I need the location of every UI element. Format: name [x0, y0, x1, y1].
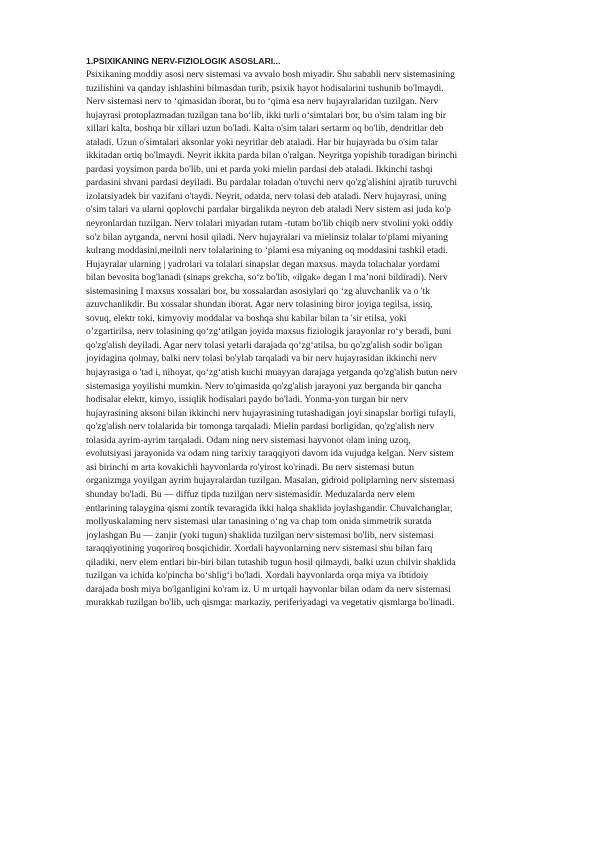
text-line: mollyuskalaming nerv sistemasi ular tanasining o‘ng va chap tom onida simmetrik suratda [86, 516, 432, 528]
text-line: sistemasining I maxsus xossalari bor, bu xossalardan asosiylari qo ‘zg aluvchanlik va o 'tk [86, 285, 430, 297]
text-line: sovuq, elektr toki, kimyoviy moddalar va boshqa shu kabilar bilan ta 'sir etilsa, yoki [86, 312, 407, 324]
text-line: joyidagina qolmay, balki nerv tolasi bo'ylab tarqaladi va bir nerv hujayrasidan ikkinchi nerv [86, 353, 437, 365]
text-line: entlarining talaygina qismi zontik tevaragida ikki halqa shaklida joylashgandir. Chuvalchanglar, [86, 502, 453, 514]
text-line: azuvchanlikdir. Bu xossalar shundan iborat. Agar nerv tolasining biror joyiga tegilsa, issiq, [86, 299, 433, 311]
text-line: hodisalar elektr, kimyo, issiqlik hodisalari paydo bo'ladi. Yonma-yon turgan bir nerv [86, 394, 408, 406]
text-line: qo'zg'alish nerv tolalarida bir tomonga tarqaladi. Mielin pardasi borligidan, qo'zg'alish nerv [86, 421, 435, 433]
text-line: Psixikaning moddiy asosi nerv sistemasi va avvalo bosh miyadir. Shu sababli nerv sistemasining [86, 69, 455, 80]
text-line: qo'zg'alish deyiladi. Agar nerv tolasi yetarli darajada qo‘zg‘atilsa, bu qo'zg'alish sodir bo'igan [86, 339, 443, 351]
text-line: qiladiki, nerv elem entlari bir-biri bilan tutashib tugun hosil qilmaydi, balki uzun chilvir shaklida [86, 556, 456, 568]
text-line: o’zgartirilsa, nerv tolasining qo‘zg‘atilgan joyida maxsus fiziologik jarayonlar ro‘y beradi, buni [86, 326, 452, 338]
text-line: Nerv sistemasi nerv to ‘qimasidan iborat, bu to ‘qima esa nerv hujayralaridan tuzilgan. Nerv [86, 96, 439, 108]
text-line: Hujayralar ularning | yadrolari va tolalari sinapslar degan maxsus. mayda tolachalar yordami [86, 258, 440, 270]
text-line: so'z bilan aytganda, nervni hosil qiladi. Nerv hujayralari va mielinsiz tolalar to'plami miyaning [86, 231, 448, 243]
text-line: o'sim talari va ularni qoplovchi pardalar birgalikda neyron deb ataladi Nerv sistem asi juda ko'p [86, 204, 451, 216]
text-line: taraqqiyotining yuqoriroq bosqichidir. Xordali hayvonlarning nerv sistemasi shu bilan farq [86, 543, 433, 555]
text-line: tuzilgan va ichida ko'pincha bo‘shlig‘i bo'ladi. Xordali hayvonlarda orqa miya va ibtidoiy [86, 570, 429, 582]
text-line: hujayrasining aksoni bilan ikkinchi nerv hujayrasining tutashadigan joyi sinapslar borligi tufayli, [86, 407, 456, 419]
text-line: asi birinchi m arta kovakichli hayvonlarda ro'yirost ko'rinadi. Bu nerv sistemasi butun [86, 461, 414, 473]
text-line: shunday bo'ladi. Bu — diffuz tipda tuzilgan nerv sistemasidir. Meduzalarda nerv elem [86, 488, 415, 500]
text-line: evolutsiyasi jarayonida va odam ning tarixiy taraqqiyoti davom ida vujudga kelgan. Nerv sistem [86, 448, 454, 460]
text-line: hujayrasiga o 'tad i, nihoyat, qo‘zg‘atish kuchi muayyan darajaga yetganda qo'zg'alish butun nerv [86, 367, 458, 379]
text-line: pardasi yoysimon parda bo'lib, uni et parda yoki mielin pardasi deb ataladi. Ikkinchi tashqi [86, 163, 433, 175]
text-line: kulrang moddasini,meilnli nerv tolalarining to ‘plami esa miyaning oq moddasini tashkil etadi. [86, 245, 448, 257]
text-line: neyronlardan tuzilgan. Nerv tolalari miyadan tutam -tutam bo'lib chiqib nerv stvolini yoki oddiy [86, 218, 454, 230]
text-line: xillari kalta, boshqa bir xillari uzun bo'ladi. Kalta o'sim talari sertarm oq bo'lib, dendritlar deb [86, 123, 444, 135]
text-line: ataladi. Uzun o'simtalari aksonlar yoki neyritlar deb ataladi. Har bir hujayrada bu o'sim talar [86, 136, 439, 148]
text-line: izolatsiyadek bir vazifani o'taydi. Neyrit, odatda, nerv tolasi deb ataladi. Nerv hujayrasi, uning [86, 190, 447, 202]
text-line: organizmga yoyilgan ayrim hujayralardan tuzilgan. Masalan, gidroid poliplarning nerv sistemasi [86, 475, 455, 487]
text-line: ikkitadan ortiq bo'lmaydi. Neyrit ikkita parda bilan o'ralgan. Neyritga yopishib turadigan birinchi [86, 150, 458, 162]
text-line: tuzilishini va qanday ishlashini bilmasdan turib, psixik hayot hodisalarini tushunib bo'lmaydi. [86, 82, 444, 94]
text-line: tolasida ayrim-ayrim tarqaladi. Odam ning nerv sistemasi hayvonot olam ining uzoq, [86, 434, 411, 446]
text-line: murakkab tuzilgan bo'lib, uch qismga: markaziy, periferiyadagi va vegetativ qismlarga bo'linadi. [86, 597, 455, 609]
body-paragraph [86, 68, 514, 610]
text-line: darajada bosh miya bo'lganligini ko'ram iz. U m urtqali hayvonlar bilan odam da nerv sistemasi [86, 583, 451, 595]
text-line: sistemasiga yoyilishi mumkin. Nerv to'qimasida qo'zg'alish jarayoni yuz berganda bir qancha [86, 380, 442, 392]
text-line: bilan bevosita bog'lanadi (sinaps grekcha, so‘z bo'lib, «ilgak» degan I ma’noni bildiradi). Nerv [86, 272, 448, 284]
text-line: hujayrasi protoplazmadan tuzilgan tana bo‘lib, ikki turli o‘simtalari bor, bu o'sim talam ing bir [86, 109, 447, 121]
text-line: joylashgan Bu — zanjir (yoki tugun) shaklida tuzilgan nerv sistemasi bo'lib, nerv sistemasi [86, 529, 434, 541]
section-heading: 1.PSIXIKANING NERV-FIZIOLOGIK ASOSLARI... [86, 56, 281, 66]
text-line: pardasini shvani pardasi deyiladi. Bu pardalar toladan o'tuvchi nerv qo'zg'alishini ajratib turuvchi [86, 177, 458, 189]
